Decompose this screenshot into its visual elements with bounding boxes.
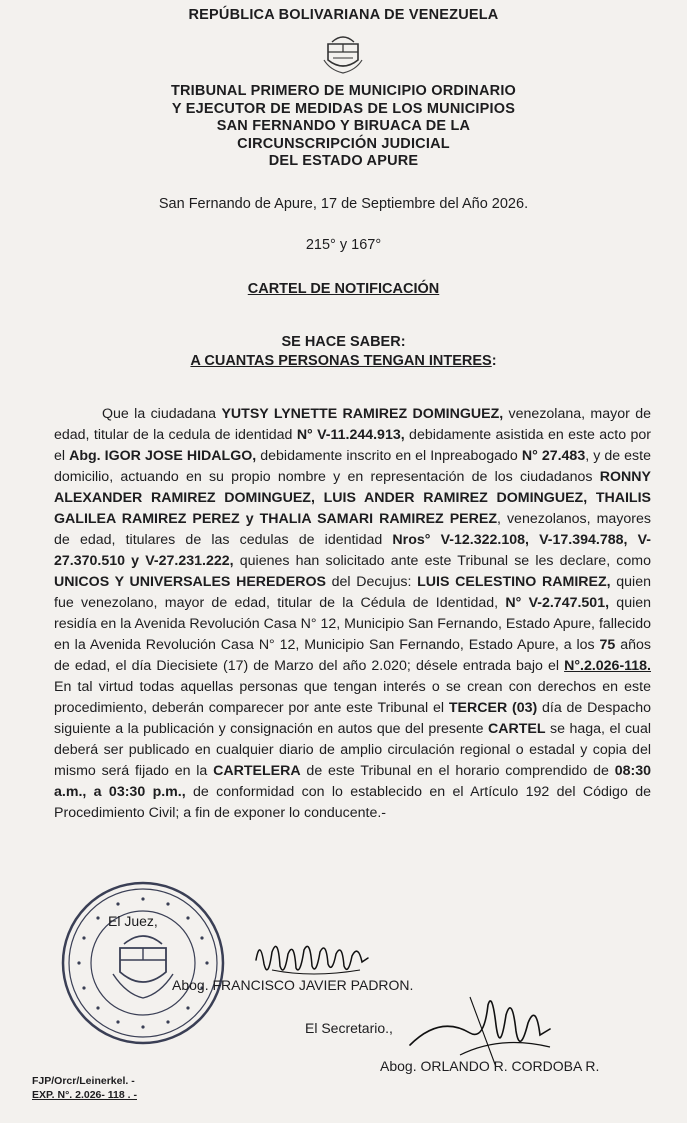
notice-line-2: [0, 352, 687, 371]
decedent-name: LUIS CELESTINO RAMIREZ,: [417, 574, 611, 590]
represented-names: RONNY ALEXANDER RAMIREZ DOMINGUEZ, LUIS ANDER RAMIREZ DOMINGUEZ, THAILIS GALILEA RAMIREZ PEREZ y THALIA SAMARI RAMIREZ PEREZ: [54, 469, 651, 527]
body-text-run: debidamente asistida en este acto por el: [54, 427, 651, 464]
notice-heading: [0, 333, 687, 371]
cartel-word: CARTEL: [488, 721, 546, 737]
document-title-text: CARTEL DE NOTIFICACIÓN: [247, 281, 440, 297]
body-text-run: En tal virtud todas aquellas personas que tengan interés o se crean con derechos en este procedimiento, deberán comparecer por ante este Tribunal el: [54, 679, 651, 716]
body-text-run: día de Despacho siguiente a la publicación y consignación en autos que del presente: [54, 700, 651, 737]
represented-ids: Nros° V-12.322.108, V-17.394.788, V-27.370.510 y V-27.231.222,: [54, 532, 652, 569]
inpreabogado-number: N° 27.483: [521, 448, 586, 464]
body-text-run: venezolana, mayor de edad, titular de la cedula de identidad: [54, 406, 651, 443]
place-date: San Fernando de Apure, 17 de Septiembre del Año 2026.: [158, 196, 529, 212]
republic-heading: REPÚBLICA BOLIVARIANA DE VENEZUELA: [188, 7, 499, 23]
case-number: N°.2.026-118.: [564, 658, 651, 674]
body-paragraph: [54, 404, 651, 824]
body-text-run: debidamente inscrito en el Inpreabogado: [256, 448, 522, 464]
office-hours: 08:30 a.m., a 03:30 p.m.,: [54, 763, 651, 800]
lawyer-name: Abg. IGOR JOSE HIDALGO,: [69, 448, 257, 464]
folio-numbers: 215° y 167°: [305, 237, 382, 253]
judge-label: El Juez,: [108, 913, 158, 929]
body-text-run: quienes han solicitado ante este Tribunal se les declare, como: [233, 553, 651, 569]
case-file-number: EXP. N°. 2.026- 118 . -: [32, 1089, 137, 1101]
court-line: DEL ESTADO APURE: [268, 153, 419, 170]
body-text-run: del Decujus:: [325, 574, 418, 590]
applicant-id: N° V-11.244.913,: [296, 427, 405, 443]
reference-initials: FJP/Orcr/Leinerkel. -: [32, 1075, 135, 1087]
court-line: CIRCUNSCRIPCIÓN JUDICIAL: [237, 135, 450, 152]
body-text-run: años de edad, el día Diecisiete (17) de Marzo del año 2.020; désele entrada bajo el: [54, 637, 651, 674]
notice-line-2-colon: :: [491, 353, 497, 369]
decedent-id: N° V-2.747.501,: [505, 595, 610, 611]
heirs-designation: UNICOS Y UNIVERSALES HEREDEROS: [54, 574, 326, 590]
body-text-run: de este Tribunal en el horario comprendido de: [300, 763, 615, 779]
appearance-day: TERCER (03): [448, 700, 538, 716]
body-text-run: quien residía en la Avenida Revolución Casa N° 12, Municipio San Fernando, Estado Apure, fallecido en la Avenida Revolución Casa N° 12, Municipio San Fernando, Estado Apure, a los: [54, 595, 652, 653]
decedent-age: 75: [599, 637, 616, 653]
secretary-name: Abog. ORLANDO R. CORDOBA R.: [380, 1058, 600, 1074]
body-text-run: Que la ciudadana: [102, 406, 222, 422]
coat-of-arms-icon: [320, 30, 366, 76]
secretary-label: El Secretario.,: [305, 1020, 393, 1036]
body-text-run: se haga, el cual deberá ser publicado en cualquier diario de amplio circulación regional o estadal y copia del mismo será fijado en la: [54, 721, 651, 779]
notice-line-1: SE HACE SABER:: [281, 334, 406, 350]
notice-line-2-text: A CUANTAS PERSONAS TENGAN INTERES: [190, 353, 492, 369]
court-name: [0, 83, 687, 171]
body-text-run: , venezolanos, mayores de edad, titulares de las cedulas de identidad: [54, 511, 651, 548]
court-line: TRIBUNAL PRIMERO DE MUNICIPIO ORDINARIO: [170, 83, 517, 99]
court-line: Y EJECUTOR DE MEDIDAS DE LOS MUNICIPIOS: [171, 100, 516, 117]
judge-name: Abog. FRANCISCO JAVIER PADRON.: [172, 977, 414, 993]
applicant-name: YUTSY LYNETTE RAMIREZ DOMINGUEZ,: [221, 406, 504, 422]
document-title: [0, 281, 687, 297]
body-text-run: de conformidad con lo establecido en el Artículo 192 del Código de Procedimiento Civil; a fin de exponer lo conducente.-: [54, 784, 651, 821]
cartelera-word: CARTELERA: [213, 763, 301, 779]
court-seal-icon: [58, 878, 228, 1048]
body-text-run: , y de este domicilio, actuando en su propio nombre y en representación de los ciudadanos: [54, 448, 651, 485]
court-line: SAN FERNANDO Y BIRUACA DE LA: [216, 118, 471, 135]
body-text-run: quien fue venezolano, mayor de edad, titular de la Cédula de Identidad,: [54, 574, 651, 611]
